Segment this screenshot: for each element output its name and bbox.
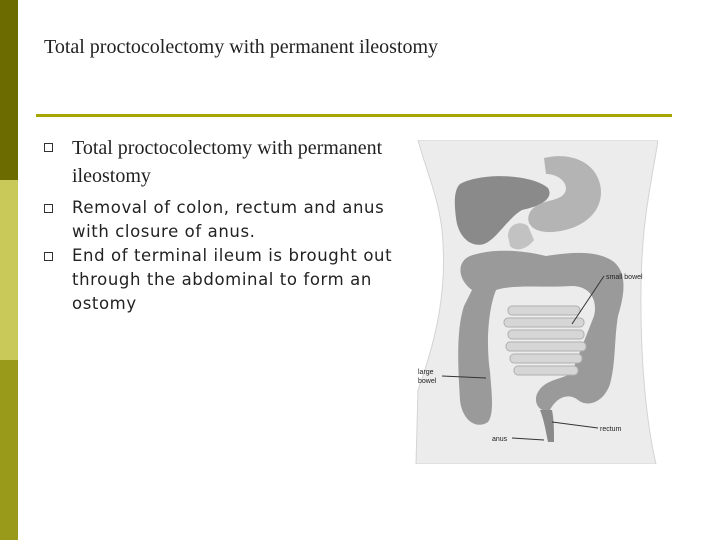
bullet-item	[44, 196, 406, 244]
slide-title: Total proctocolectomy with permanent ileostomy	[44, 36, 439, 58]
bullet-list	[44, 134, 406, 316]
anus-label: anus	[492, 436, 508, 443]
bullet-text: Removal of colon, rectum and anus with closure of anus.	[72, 198, 385, 241]
bullet-text: End of terminal ileum is brought out through the abdominal to form an ostomy	[72, 246, 393, 313]
rectum-label: rectum	[600, 426, 622, 433]
small-bowel-label: small bowel	[606, 274, 643, 281]
bullet-text: Total proctocolectomy with permanent ileostomy	[72, 137, 383, 187]
large-bowel-label-line2: bowel	[418, 378, 437, 385]
large-bowel-label-line1: large	[418, 369, 434, 376]
left-accent-band-middle	[0, 180, 18, 360]
left-accent-band-bottom	[0, 360, 18, 540]
left-accent-band-top	[0, 0, 18, 180]
bullet-item	[44, 244, 406, 316]
title-divider	[36, 114, 672, 117]
square-bullet-icon	[44, 143, 53, 152]
square-bullet-icon	[44, 204, 53, 213]
bullet-item	[44, 134, 406, 190]
square-bullet-icon	[44, 252, 53, 261]
anatomy-illustration	[412, 140, 658, 464]
